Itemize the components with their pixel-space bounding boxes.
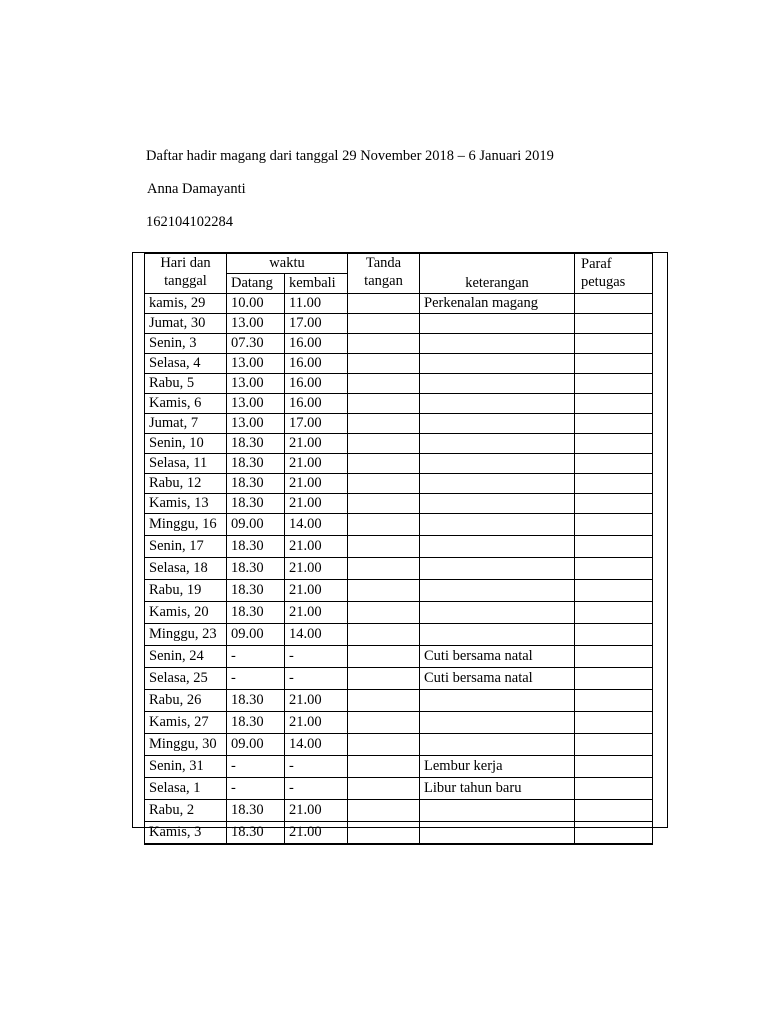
cell-return: - xyxy=(285,646,348,668)
cell-notes xyxy=(420,414,575,434)
cell-arrive: 10.00 xyxy=(227,294,285,314)
cell-day-date: Selasa, 11 xyxy=(145,454,227,474)
cell-arrive: 18.30 xyxy=(227,800,285,822)
attendance-table xyxy=(144,253,653,845)
cell-signature xyxy=(348,756,420,778)
attendance-table-frame xyxy=(132,252,668,840)
cell-officer-initial xyxy=(575,494,653,514)
cell-officer-initial xyxy=(575,514,653,536)
cell-notes xyxy=(420,602,575,624)
cell-signature xyxy=(348,514,420,536)
cell-signature xyxy=(348,334,420,354)
cell-return: 16.00 xyxy=(285,354,348,374)
cell-signature xyxy=(348,434,420,454)
cell-arrive: 18.30 xyxy=(227,454,285,474)
cell-signature xyxy=(348,454,420,474)
table-row xyxy=(145,334,653,354)
table-row xyxy=(145,602,653,624)
header-day-date: Hari dan tanggal xyxy=(145,254,227,294)
cell-day-date: Minggu, 30 xyxy=(145,734,227,756)
cell-return: 21.00 xyxy=(285,558,348,580)
cell-notes xyxy=(420,734,575,756)
cell-notes: Perkenalan magang xyxy=(420,294,575,314)
cell-notes xyxy=(420,712,575,734)
cell-day-date: Selasa, 1 xyxy=(145,778,227,800)
cell-notes: Cuti bersama natal xyxy=(420,668,575,690)
table-row xyxy=(145,354,653,374)
table-row xyxy=(145,778,653,800)
table-row xyxy=(145,756,653,778)
cell-arrive: 07.30 xyxy=(227,334,285,354)
cell-return: 11.00 xyxy=(285,294,348,314)
cell-return: 21.00 xyxy=(285,434,348,454)
cell-arrive: - xyxy=(227,756,285,778)
cell-notes xyxy=(420,580,575,602)
table-row xyxy=(145,536,653,558)
header-time: waktu xyxy=(227,254,348,274)
table-row xyxy=(145,454,653,474)
cell-notes xyxy=(420,624,575,646)
cell-officer-initial xyxy=(575,712,653,734)
table-row xyxy=(145,374,653,394)
table-row xyxy=(145,800,653,822)
cell-return: 21.00 xyxy=(285,580,348,602)
cell-arrive: 13.00 xyxy=(227,394,285,414)
cell-return: 21.00 xyxy=(285,712,348,734)
cell-day-date: Jumat, 30 xyxy=(145,314,227,334)
cell-return: 14.00 xyxy=(285,624,348,646)
cell-arrive: 18.30 xyxy=(227,690,285,712)
cell-return: 21.00 xyxy=(285,602,348,624)
cell-day-date: kamis, 29 xyxy=(145,294,227,314)
cell-officer-initial xyxy=(575,434,653,454)
cell-arrive: 18.30 xyxy=(227,494,285,514)
cell-day-date: Senin, 17 xyxy=(145,536,227,558)
table-row xyxy=(145,394,653,414)
cell-signature xyxy=(348,374,420,394)
cell-arrive: 18.30 xyxy=(227,822,285,845)
cell-officer-initial xyxy=(575,536,653,558)
intern-name: Anna Damayanti xyxy=(147,181,246,197)
table-row xyxy=(145,434,653,454)
cell-officer-initial xyxy=(575,602,653,624)
table-row xyxy=(145,294,653,314)
header-arrive: Datang xyxy=(227,274,285,294)
cell-officer-initial xyxy=(575,756,653,778)
table-row xyxy=(145,314,653,334)
cell-signature xyxy=(348,800,420,822)
cell-notes xyxy=(420,536,575,558)
cell-day-date: Senin, 3 xyxy=(145,334,227,354)
cell-return: 21.00 xyxy=(285,454,348,474)
header-return: kembali xyxy=(285,274,348,294)
table-row xyxy=(145,580,653,602)
cell-return: 21.00 xyxy=(285,494,348,514)
table-row xyxy=(145,624,653,646)
cell-return: 21.00 xyxy=(285,800,348,822)
cell-signature xyxy=(348,668,420,690)
header-officer-initial: Paraf petugas xyxy=(575,254,653,294)
cell-officer-initial xyxy=(575,314,653,334)
cell-notes xyxy=(420,822,575,845)
cell-return: 14.00 xyxy=(285,514,348,536)
cell-officer-initial xyxy=(575,414,653,434)
cell-notes xyxy=(420,394,575,414)
cell-day-date: Rabu, 19 xyxy=(145,580,227,602)
cell-arrive: - xyxy=(227,668,285,690)
cell-notes: Cuti bersama natal xyxy=(420,646,575,668)
cell-signature xyxy=(348,414,420,434)
cell-arrive: 18.30 xyxy=(227,474,285,494)
cell-arrive: 18.30 xyxy=(227,536,285,558)
cell-arrive: 09.00 xyxy=(227,734,285,756)
table-row xyxy=(145,514,653,536)
cell-arrive: 18.30 xyxy=(227,712,285,734)
cell-signature xyxy=(348,712,420,734)
cell-notes xyxy=(420,690,575,712)
cell-signature xyxy=(348,646,420,668)
table-row xyxy=(145,690,653,712)
attendance-table-header xyxy=(145,254,653,294)
cell-signature xyxy=(348,474,420,494)
cell-officer-initial xyxy=(575,580,653,602)
cell-day-date: Rabu, 2 xyxy=(145,800,227,822)
cell-return: - xyxy=(285,778,348,800)
intern-id-number: 162104102284 xyxy=(146,214,233,230)
cell-signature xyxy=(348,536,420,558)
cell-return: 21.00 xyxy=(285,474,348,494)
cell-arrive: 09.00 xyxy=(227,624,285,646)
cell-arrive: 13.00 xyxy=(227,374,285,394)
cell-day-date: Minggu, 23 xyxy=(145,624,227,646)
cell-arrive: 18.30 xyxy=(227,558,285,580)
cell-notes xyxy=(420,800,575,822)
cell-arrive: 13.00 xyxy=(227,414,285,434)
cell-officer-initial xyxy=(575,354,653,374)
cell-day-date: Selasa, 18 xyxy=(145,558,227,580)
cell-day-date: Kamis, 13 xyxy=(145,494,227,514)
cell-notes xyxy=(420,514,575,536)
cell-day-date: Jumat, 7 xyxy=(145,414,227,434)
cell-officer-initial xyxy=(575,822,653,845)
cell-signature xyxy=(348,394,420,414)
cell-return: 14.00 xyxy=(285,734,348,756)
cell-signature xyxy=(348,602,420,624)
cell-return: 21.00 xyxy=(285,690,348,712)
cell-arrive: 09.00 xyxy=(227,514,285,536)
table-row xyxy=(145,734,653,756)
cell-notes xyxy=(420,374,575,394)
cell-officer-initial xyxy=(575,558,653,580)
cell-notes xyxy=(420,334,575,354)
table-row xyxy=(145,558,653,580)
cell-day-date: Senin, 10 xyxy=(145,434,227,454)
cell-arrive: 18.30 xyxy=(227,434,285,454)
cell-notes xyxy=(420,434,575,454)
cell-day-date: Selasa, 25 xyxy=(145,668,227,690)
cell-return: 17.00 xyxy=(285,314,348,334)
cell-officer-initial xyxy=(575,624,653,646)
cell-return: - xyxy=(285,668,348,690)
cell-signature xyxy=(348,778,420,800)
cell-officer-initial xyxy=(575,374,653,394)
cell-officer-initial xyxy=(575,734,653,756)
cell-day-date: Kamis, 6 xyxy=(145,394,227,414)
table-row xyxy=(145,646,653,668)
cell-arrive: 18.30 xyxy=(227,580,285,602)
cell-return: 16.00 xyxy=(285,394,348,414)
cell-signature xyxy=(348,734,420,756)
cell-officer-initial xyxy=(575,474,653,494)
document-title: Daftar hadir magang dari tanggal 29 November 2018 – 6 Januari 2019 xyxy=(146,148,554,164)
cell-return: - xyxy=(285,756,348,778)
cell-notes xyxy=(420,494,575,514)
header-signature: Tanda tangan xyxy=(348,254,420,294)
cell-signature xyxy=(348,580,420,602)
table-row xyxy=(145,414,653,434)
cell-officer-initial xyxy=(575,690,653,712)
cell-officer-initial xyxy=(575,394,653,414)
cell-return: 21.00 xyxy=(285,822,348,845)
table-row xyxy=(145,668,653,690)
cell-officer-initial xyxy=(575,778,653,800)
cell-day-date: Kamis, 27 xyxy=(145,712,227,734)
cell-notes xyxy=(420,314,575,334)
cell-day-date: Kamis, 3 xyxy=(145,822,227,845)
cell-notes xyxy=(420,454,575,474)
table-row xyxy=(145,822,653,845)
cell-signature xyxy=(348,314,420,334)
attendance-table-body xyxy=(145,294,653,845)
cell-notes: Lembur kerja xyxy=(420,756,575,778)
cell-arrive: - xyxy=(227,778,285,800)
cell-signature xyxy=(348,822,420,845)
cell-officer-initial xyxy=(575,454,653,474)
cell-officer-initial xyxy=(575,800,653,822)
table-row xyxy=(145,494,653,514)
table-row xyxy=(145,712,653,734)
header-notes: keterangan xyxy=(420,254,575,294)
cell-return: 17.00 xyxy=(285,414,348,434)
cell-arrive: 13.00 xyxy=(227,354,285,374)
cell-notes xyxy=(420,354,575,374)
cell-signature xyxy=(348,690,420,712)
cell-notes xyxy=(420,558,575,580)
cell-notes xyxy=(420,474,575,494)
cell-officer-initial xyxy=(575,668,653,690)
table-row xyxy=(145,474,653,494)
cell-day-date: Senin, 24 xyxy=(145,646,227,668)
cell-arrive: 13.00 xyxy=(227,314,285,334)
cell-signature xyxy=(348,558,420,580)
cell-officer-initial xyxy=(575,294,653,314)
cell-arrive: - xyxy=(227,646,285,668)
cell-signature xyxy=(348,494,420,514)
cell-arrive: 18.30 xyxy=(227,602,285,624)
cell-signature xyxy=(348,624,420,646)
cell-day-date: Kamis, 20 xyxy=(145,602,227,624)
cell-day-date: Minggu, 16 xyxy=(145,514,227,536)
cell-return: 16.00 xyxy=(285,334,348,354)
cell-return: 21.00 xyxy=(285,536,348,558)
cell-signature xyxy=(348,294,420,314)
cell-day-date: Rabu, 12 xyxy=(145,474,227,494)
cell-day-date: Rabu, 5 xyxy=(145,374,227,394)
cell-day-date: Rabu, 26 xyxy=(145,690,227,712)
cell-officer-initial xyxy=(575,334,653,354)
cell-officer-initial xyxy=(575,646,653,668)
cell-notes: Libur tahun baru xyxy=(420,778,575,800)
cell-return: 16.00 xyxy=(285,374,348,394)
cell-day-date: Senin, 31 xyxy=(145,756,227,778)
cell-day-date: Selasa, 4 xyxy=(145,354,227,374)
cell-signature xyxy=(348,354,420,374)
